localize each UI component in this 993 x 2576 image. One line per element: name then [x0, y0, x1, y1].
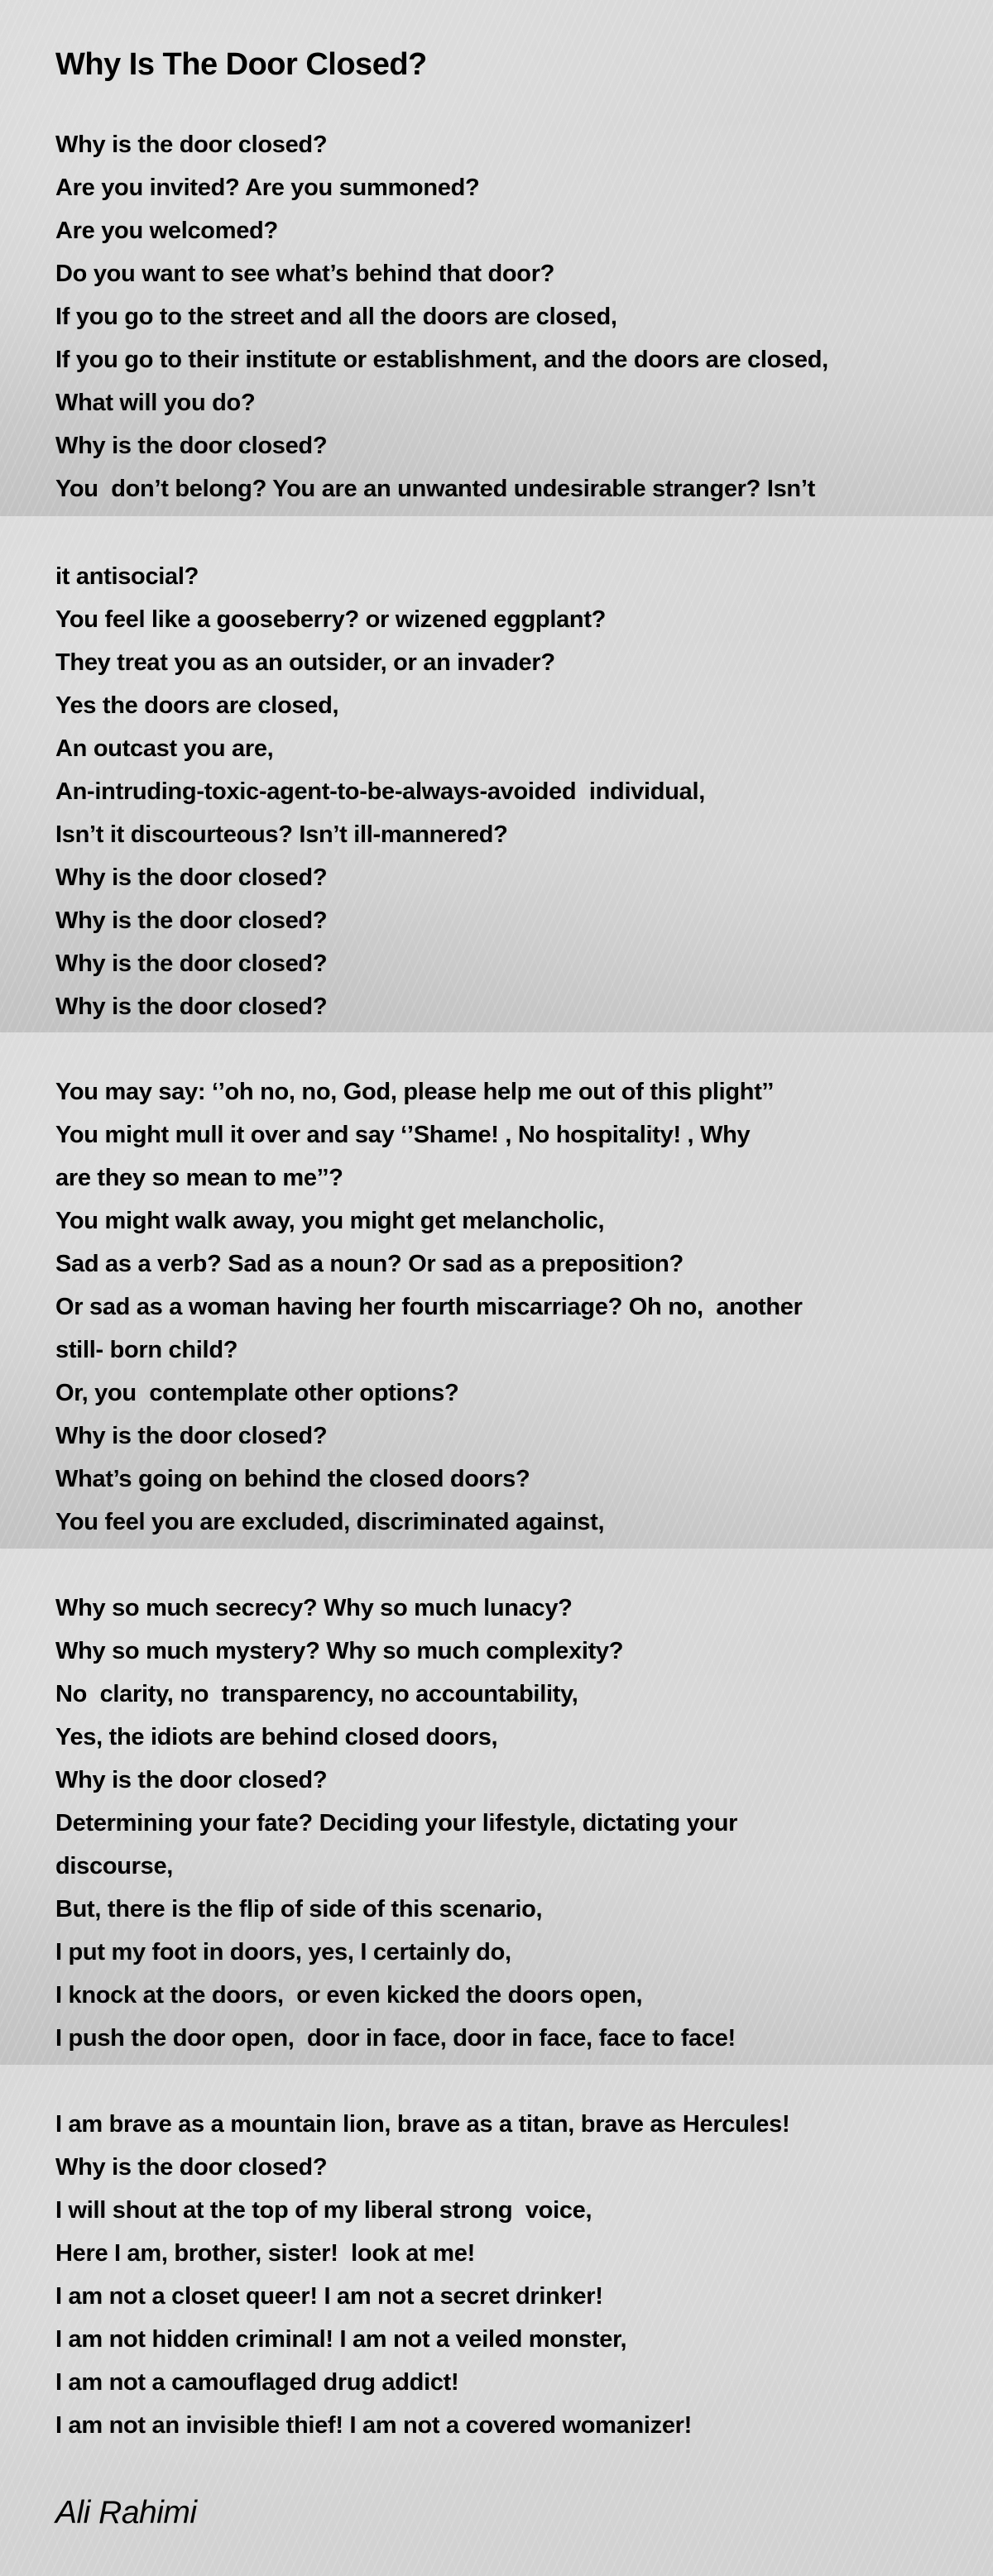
poem-line: Why is the door closed? [55, 132, 328, 158]
poem-line: are they so mean to me’’? [55, 1165, 343, 1191]
poem-line: They treat you as an outsider, or an invader? [55, 649, 555, 676]
poem-line: Why is the door closed? [55, 433, 328, 459]
poem-line: Do you want to see what’s behind that door? [55, 261, 555, 287]
poem-line: No clarity, no transparency, no accountability, [55, 1681, 578, 1707]
poem-line: I put my foot in doors, yes, I certainly do, [55, 1939, 511, 1966]
poem-stanza-4 [55, 1587, 737, 2060]
poem-line: Why is the door closed? [55, 864, 328, 891]
poem-line: Why so much mystery? Why so much complexity? [55, 1638, 624, 1664]
poem-line: I am not an invisible thief! I am not a covered womanizer! [55, 2412, 692, 2439]
poem-stanza-3 [55, 1070, 803, 1544]
poem-line: What will you do? [55, 390, 256, 416]
poem-panel-5 [0, 2065, 993, 2576]
poem-line: You might mull it over and say ‘’Shame! , No hospitality! , Why [55, 1122, 751, 1148]
poem-line: You don’t belong? You are an unwanted undesirable stranger? Isn’t [55, 476, 815, 502]
poem-line: Sad as a verb? Sad as a noun? Or sad as a preposition? [55, 1251, 684, 1277]
poem-line: But, there is the flip of side of this scenario, [55, 1896, 543, 1922]
poem-stanza-5 [55, 2103, 789, 2447]
poem-line: You may say: ‘’oh no, no, God, please help me out of this plight’’ [55, 1079, 774, 1105]
poem-line: An-intruding-toxic-agent-to-be-always-avoided individual, [55, 778, 705, 805]
poem-line: discourse, [55, 1853, 174, 1879]
poem-line: Why is the door closed? [55, 2154, 328, 2181]
poem-panel-2 [0, 516, 993, 1032]
poem-line: I will shout at the top of my liberal strong voice, [55, 2197, 592, 2224]
poem-line: Or, you contemplate other options? [55, 1380, 459, 1406]
poem-line: You feel like a gooseberry? or wizened eggplant? [55, 606, 607, 633]
poem-line: You might walk away, you might get melancholic, [55, 1208, 605, 1234]
poem-author: Ali Rahimi [55, 2495, 197, 2531]
poem-line: Isn’t it discourteous? Isn’t ill-mannered? [55, 821, 508, 848]
poem-line: What’s going on behind the closed doors? [55, 1466, 530, 1492]
poem-stanza-1 [55, 123, 828, 510]
poem-line: I am not hidden criminal! I am not a veiled monster, [55, 2326, 627, 2353]
poem-line: You feel you are excluded, discriminated against, [55, 1509, 605, 1535]
poem-line: Determining your fate? Deciding your lifestyle, dictating your [55, 1810, 738, 1836]
poem-line: If you go to the street and all the doors are closed, [55, 304, 617, 330]
poem-line: An outcast you are, [55, 735, 274, 762]
poem-line: Why is the door closed? [55, 1423, 328, 1449]
poem-line: I am not a camouflaged drug addict! [55, 2369, 459, 2396]
poem-line: Why is the door closed? [55, 907, 328, 934]
poem-line: Yes the doors are closed, [55, 692, 339, 719]
poem-panel-3 [0, 1032, 993, 1549]
poem-line: Here I am, brother, sister! look at me! [55, 2240, 475, 2267]
poem-line: Why is the door closed? [55, 994, 328, 1020]
poem-line: Why so much secrecy? Why so much lunacy? [55, 1595, 573, 1621]
poem-line: Are you invited? Are you summoned? [55, 175, 480, 201]
poem-line: Yes, the idiots are behind closed doors, [55, 1724, 498, 1750]
poem-line: Why is the door closed? [55, 1767, 328, 1793]
poem-panel-1 [0, 0, 993, 516]
poem-line: Are you welcomed? [55, 218, 278, 244]
poem-line: Why is the door closed? [55, 950, 328, 977]
poem-stanza-2 [55, 555, 705, 1028]
poem-line: it antisocial? [55, 563, 199, 590]
poem-line: I knock at the doors, or even kicked the doors open, [55, 1982, 643, 2009]
poem-line: I push the door open, door in face, door in face, face to face! [55, 2025, 736, 2052]
poem-line: I am not a closet queer! I am not a secret drinker! [55, 2283, 603, 2310]
poem-panel-4 [0, 1549, 993, 2065]
poem-line: Or sad as a woman having her fourth miscarriage? Oh no, another [55, 1294, 803, 1320]
poem-line: still- born child? [55, 1337, 238, 1363]
poem-title: Why Is The Door Closed? [55, 47, 427, 82]
poem-line: If you go to their institute or establishment, and the doors are closed, [55, 347, 828, 373]
poem-line: I am brave as a mountain lion, brave as a titan, brave as Hercules! [55, 2111, 790, 2138]
